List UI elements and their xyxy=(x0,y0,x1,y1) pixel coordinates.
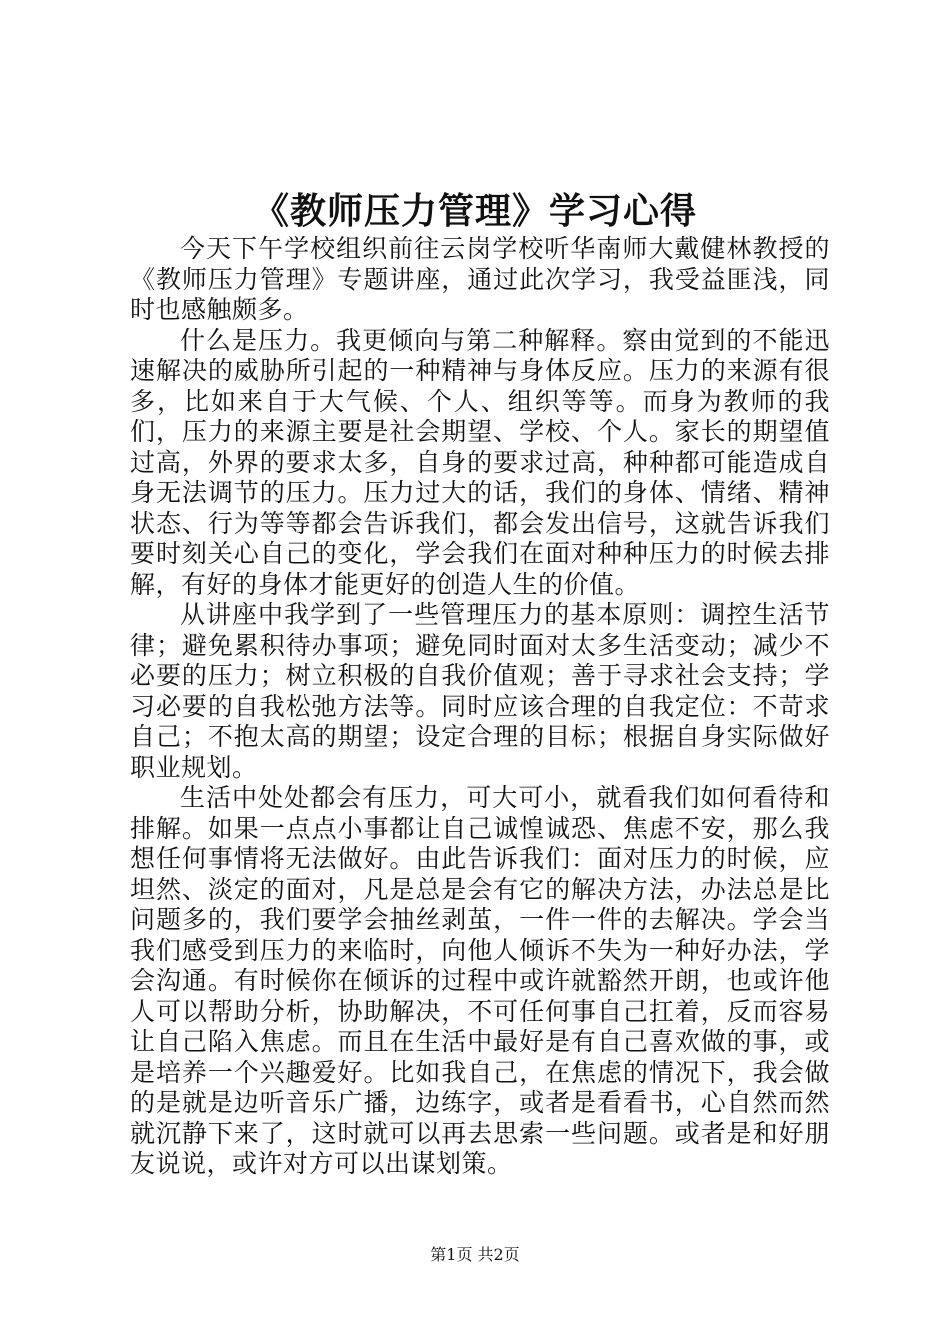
document-title: 《教师压力管理》学习心得 xyxy=(252,190,697,232)
paragraph-4: 生活中处处都会有压力，可大可小，就看我们如何看待和排解。如果一点点小事都让自己诚惶诚恐、焦虑不安，那么我想任何事情将无法做好。由此告诉我们：面对压力的时候，应坦然、淡定的面对，凡是总是会有它的解决方法，办法总是比问题多的，我们要学会抽丝剥茧，一件一件的去解决。学会当我们感受到压力的来临时，向他人倾诉不失为一种好办法，学会沟通。有时候你在倾诉的过程中或许就豁然开朗，也或许他人可以帮助分析，协助解决，不可任何事自己扛着，反而容易让自己陷入焦虑。而且在生活中最好是有自己喜欢做的事，或是培养一个兴趣爱好。比如我自己，在焦虑的情况下，我会做的是就是边听音乐广播，边练字，或者是看看书，心自然而然就沉静下来了，这时就可以再去思索一些问题。或者是和好朋友说说，或许对方可以出谋划策。 xyxy=(130,783,830,1178)
paragraph-1: 今天下午学校组织前往云岗学校听华南师大戴健林教授的《教师压力管理》专题讲座，通过此次学习，我受益匪浅，同时也感触颇多。 xyxy=(130,234,830,324)
paragraph-3: 从讲座中我学到了一些管理压力的基本原则：调控生活节律；避免累积待办事项；避免同时面对太多生活变动；减少不必要的压力；树立积极的自我价值观；善于寻求社会支持；学习必要的自我松弛方法等。同时应该合理的自我定位：不苛求自己；不抱太高的期望；设定合理的目标；根据自身实际做好职业规划。 xyxy=(130,600,830,782)
document-body xyxy=(130,234,830,1180)
paragraph-2: 什么是压力。我更倾向与第二种解释。察由觉到的不能迅速解决的威胁所引起的一种精神与身体反应。压力的来源有很多，比如来自于大气候、个人、组织等等。而身为教师的我们，压力的来源主要是社会期望、学校、个人。家长的期望值过高，外界的要求太多，自身的要求过高，种种都可能造成自身无法调节的压力。压力过大的话，我们的身体、情绪、精神状态、行为等等都会告诉我们，都会发出信号，这就告诉我们要时刻关心自己的变化，学会我们在面对种种压力的时候去排解，有好的身体才能更好的创造人生的价值。 xyxy=(130,325,830,599)
page-number-footer: 第1页 共2页 xyxy=(430,1245,520,1264)
